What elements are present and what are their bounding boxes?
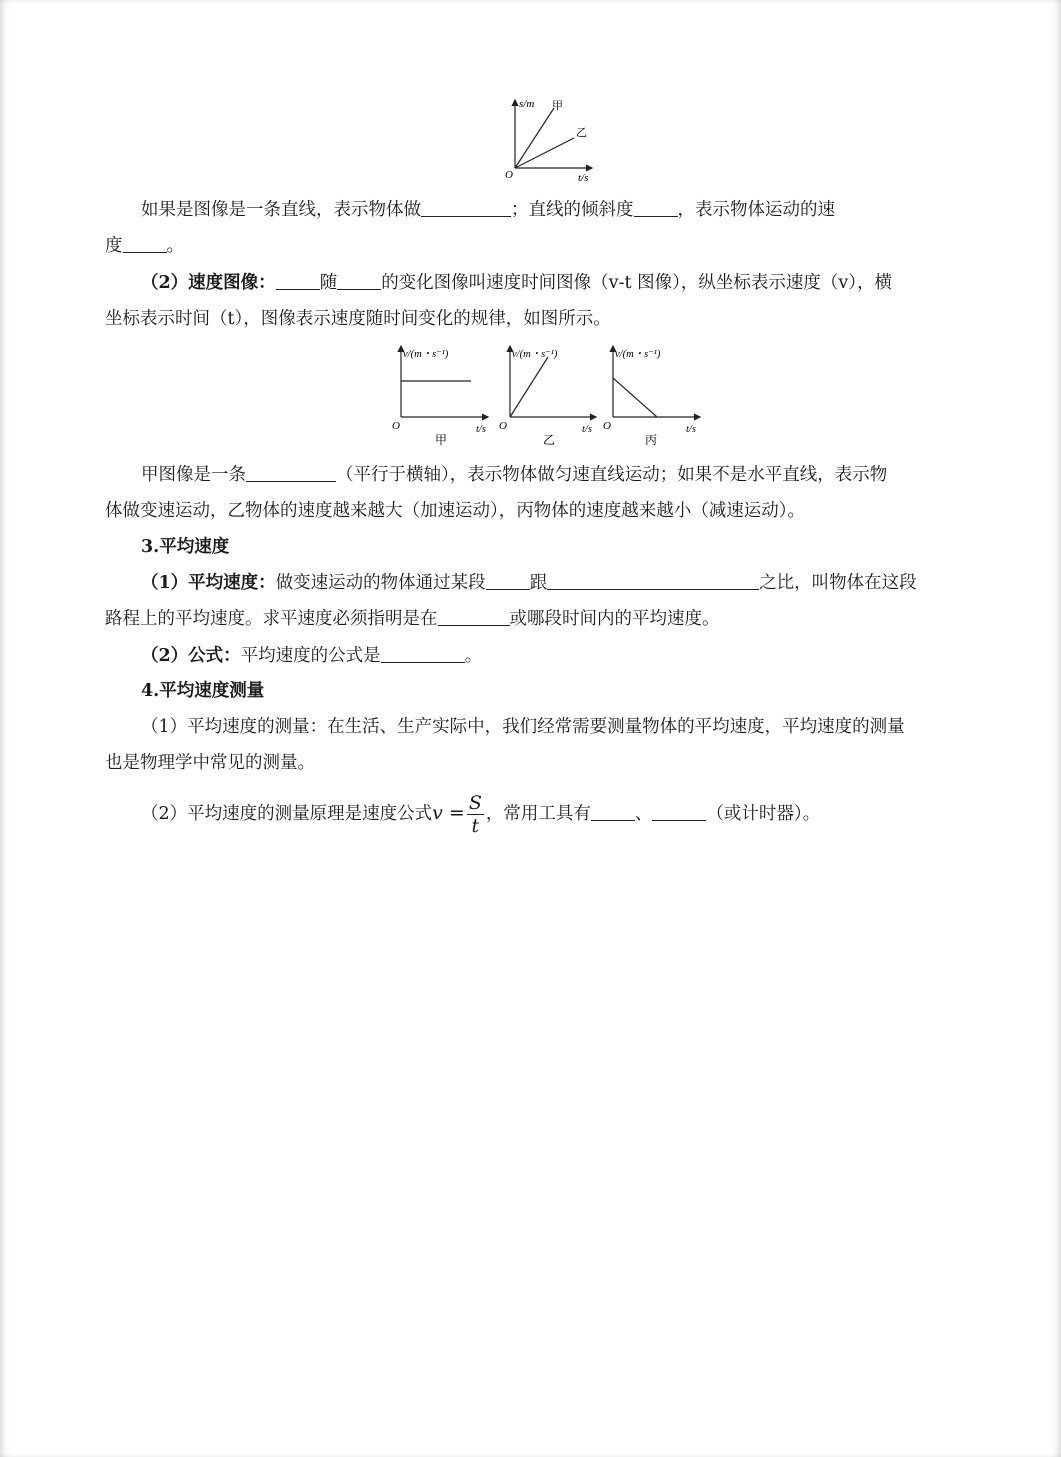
st-x-label: t/s — [578, 172, 589, 184]
section3-p1-line1 — [141, 571, 917, 595]
section3-p1-text5: 或哪段时间内的平均速度。 — [509, 609, 720, 629]
vt-caption-yi: 乙 — [543, 433, 556, 447]
section3-p2-text2: 。 — [464, 646, 483, 666]
para3-text1: 甲图像是一条 — [141, 465, 246, 485]
para2-text2: 的变化图像叫速度时间图像（v-t 图像），纵坐标表示速度（v），横 — [381, 273, 892, 293]
blank-motion-type[interactable] — [421, 198, 511, 217]
para1-line1 — [141, 198, 835, 222]
vt-graph-yi — [499, 346, 596, 447]
blank-tool1[interactable] — [591, 802, 635, 821]
section4-p1-line2 — [105, 751, 315, 775]
section3-p1-text1: 做变速运动的物体通过某段 — [275, 573, 486, 593]
section3-p2-line — [141, 644, 482, 668]
blank-formula[interactable] — [381, 644, 465, 663]
blank-line-type[interactable] — [246, 463, 336, 482]
st-line-jia — [515, 108, 554, 168]
section4-p2-text4: （或计时器）。 — [706, 804, 821, 824]
st-origin: O — [505, 169, 513, 181]
section4-p2-text1: （2）平均速度的测量原理是速度公式 — [141, 804, 433, 824]
vt-caption-bing: 丙 — [645, 433, 658, 447]
blank-tool2[interactable] — [652, 802, 706, 821]
vt-bing-y-label: v/(m・s⁻¹) — [615, 349, 661, 360]
vt-yi-x-label: t/s — [582, 424, 592, 435]
formula-fraction — [467, 792, 484, 837]
para2-text1: 随 — [319, 273, 338, 293]
para3-line2 — [105, 499, 805, 523]
vt-caption-jia: 甲 — [435, 433, 448, 447]
para1-text5: 。 — [166, 236, 184, 256]
blank-speed[interactable] — [123, 234, 167, 253]
formula-numerator: S — [468, 792, 482, 814]
vt-jia-origin: O — [392, 420, 400, 432]
vt-line-bing — [613, 378, 657, 417]
para1-text3: ，表示物体运动的速 — [677, 200, 835, 220]
para3-text3: 体做变速运动，乙物体的速度越来越大（加速运动），丙物体的速度越来越小（减速运动）。 — [105, 501, 805, 521]
formula-denominator: t — [471, 815, 480, 837]
section3-p1-label: （1）平均速度： — [141, 573, 276, 593]
st-y-label: s/m — [519, 98, 535, 110]
st-label-jia: 甲 — [552, 100, 563, 112]
vt-bing-origin: O — [603, 420, 611, 432]
para3-text2: （平行于横轴），表示物体做匀速直线运动；如果不是水平直线，表示物 — [336, 465, 888, 485]
blank-path-segment[interactable] — [438, 607, 510, 626]
blank-time[interactable] — [547, 571, 759, 590]
vt-jia-y-label: v/(m・s⁻¹) — [403, 349, 449, 360]
vt-line-yi — [510, 357, 548, 417]
section3-p1-text3: 之比，叫物体在这段 — [759, 573, 917, 593]
vt-jia-x-label: t/s — [476, 424, 486, 435]
section3-p2-text1: 平均速度的公式是 — [240, 646, 381, 666]
blank-distance[interactable] — [486, 571, 530, 590]
section4-p1-text2: 也是物理学中常见的测量。 — [105, 753, 315, 773]
vt-graph-jia — [392, 346, 488, 447]
section4-p1-text1: （1）平均速度的测量：在生活、生产实际中，我们经常需要测量物体的平均速度，平均速度的测量 — [141, 717, 905, 737]
vt-yi-y-label: v/(m・s⁻¹) — [512, 349, 558, 360]
section4-heading: 4.平均速度测量 — [141, 681, 265, 701]
section3-p2-label: （2）公式： — [141, 646, 241, 666]
blank-slope[interactable] — [634, 198, 678, 217]
para2-text3: 坐标表示时间（t），图像表示速度随时间变化的规律，如图所示。 — [105, 309, 611, 329]
st-line-yi — [515, 138, 574, 168]
st-graph — [500, 92, 610, 184]
st-label-yi: 乙 — [576, 127, 587, 139]
section4-p1-line1 — [141, 715, 905, 739]
vt-graphs — [388, 340, 708, 450]
section4-p2-text2: ，常用工具有 — [485, 804, 591, 824]
section3-p1-text2: 跟 — [529, 573, 548, 593]
formula-lhs: v = — [432, 802, 465, 824]
para1-text1: 如果是图像是一条直线，表示物体做 — [141, 200, 421, 220]
blank-vt-quantity2[interactable] — [337, 271, 381, 290]
section3-p1-text4: 路程上的平均速度。求平速度必须指明是在 — [105, 609, 438, 629]
blank-vt-quantity1[interactable] — [276, 271, 320, 290]
para1-text2: ；直线的倾斜度 — [511, 200, 634, 220]
para1-text4: 度 — [105, 236, 123, 256]
vt-yi-origin: O — [499, 420, 507, 432]
section3-p1-line2 — [105, 607, 720, 631]
para2-line1 — [141, 271, 892, 295]
section3-heading: 3.平均速度 — [141, 537, 230, 557]
section4-p2-line — [141, 790, 820, 838]
para3-line1 — [141, 463, 887, 487]
para2-line2 — [105, 307, 611, 331]
vt-bing-x-label: t/s — [686, 424, 696, 435]
para1-line2 — [105, 234, 184, 258]
para2-label: （2）速度图像： — [141, 273, 276, 293]
section4-p2-text3: 、 — [634, 804, 653, 824]
vt-graph-bing — [603, 346, 700, 447]
